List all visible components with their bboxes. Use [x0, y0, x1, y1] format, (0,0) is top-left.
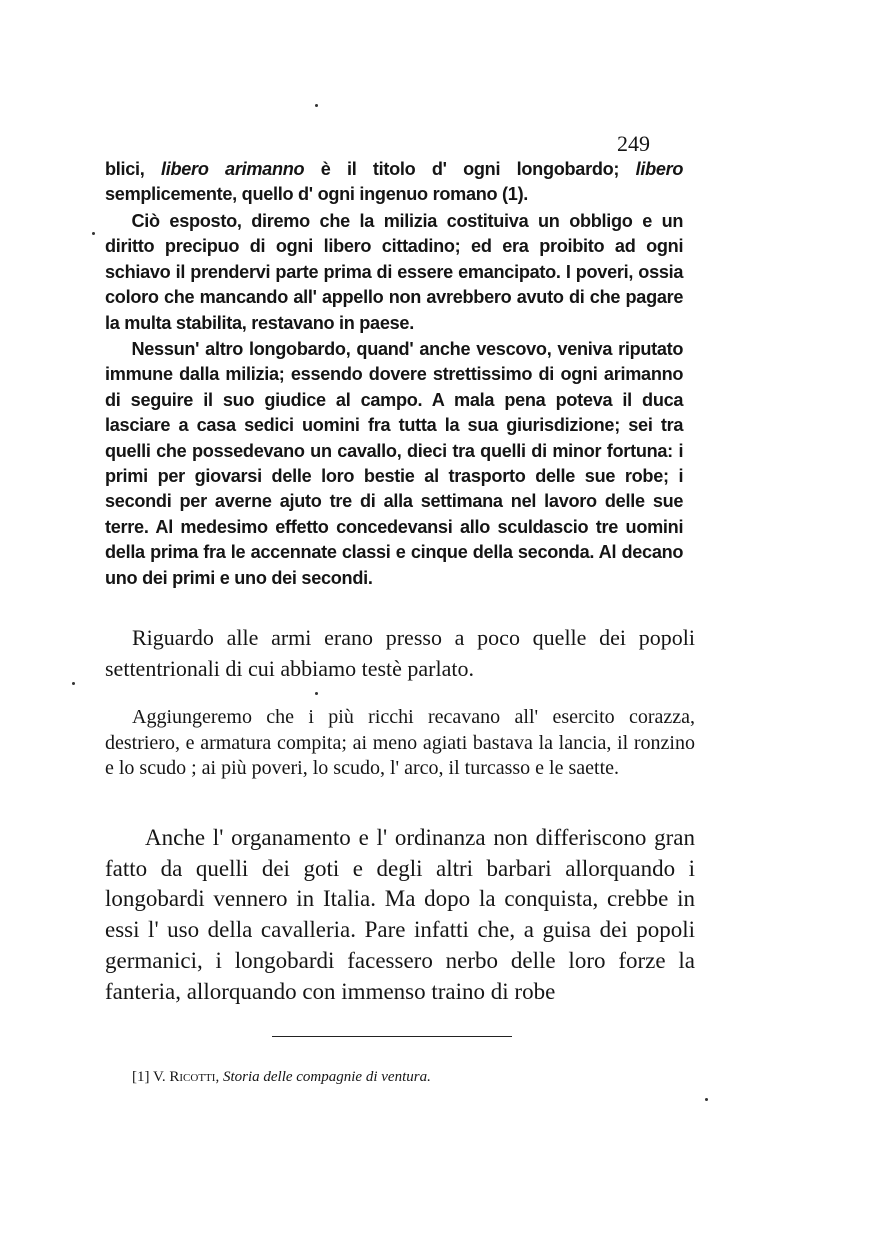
p1-lead: blici, — [105, 158, 145, 179]
p1-italic-2: libero — [635, 158, 684, 179]
scan-speck — [315, 692, 318, 695]
paragraph-2: Ciò esposto, diremo che la milizia costituiva un obbligo e un diritto precipuo di ogni libero cittadino; ed era proibito ad ogni schiavo il prendervi parte prima di essere emancipato. I poveri, ossia coloro che mancando all' appello non avrebbero avuto di che pagare la multa stabilita, restavano in paese. — [105, 210, 684, 333]
paragraph-4: Riguardo alle armi erano presso a poco quelle dei popoli settentrionali di cui abbiamo testè parlato. — [105, 625, 695, 681]
scan-speck — [92, 232, 95, 235]
scan-speck — [705, 1098, 708, 1101]
scan-speck — [72, 682, 75, 685]
footnote-divider — [272, 1036, 512, 1037]
footnote-prefix: V. — [152, 1069, 166, 1085]
p1-mid: è il titolo d' ogni longobardo; — [320, 158, 620, 179]
footnote — [132, 1069, 431, 1086]
paragraph-6: Anche l' organamento e l' ordinanza non differiscono gran fatto da quelli dei goti e degli altri barbari allorquando i longobardi vennero in Italia. Ma dopo la conquista, crebbe in essi l' uso della cavalleria. Pare infatti che, a guisa dei popoli germanici, i longobardi facessero nerbo delle loro forze la fanteria, allorquando con immenso traino di robe — [105, 825, 695, 1004]
paragraph-3: Nessun' altro longobardo, quand' anche vescovo, veniva riputato immune dalla milizia; essendo dovere strettissimo di ogni arimanno di seguire il suo giudice al campo. A mala pena poteva il duca lasciare a casa sedici uomini fra tutta la sua giurisdizione; sei tra quelli che possedevano un cavallo, dieci tra quelli di minor fortuna: i primi per giovarsi delle loro bestie al trasporto delle sue robe; i secondi per averne ajuto tre di alla settimana nel lavoro delle sue terre. Al medesimo effetto concedevansi allo sculdascio tre uomini della prima fra le accennate classi e cinque della seconda. Al decano uno dei primi e uno dei secondi. — [105, 338, 684, 588]
scan-speck — [315, 104, 318, 107]
paragraph-1 — [105, 156, 683, 207]
p1-tail: semplicemente, quello d' ogni ingenuo romano (1). — [105, 183, 529, 205]
footnote-author: Ricotti, — [169, 1069, 220, 1085]
footnote-title: Storia delle compagnie di ventura. — [222, 1069, 431, 1085]
footnote-mark: [1] — [132, 1069, 150, 1085]
paragraph-5: Aggiungeremo che i più ricchi recavano all' esercito corazza, destriero, e armatura compita; ai meno agiati bastava la lancia, il ronzino e lo scudo ; ai più poveri, lo scudo, l' arco, il turcasso e le saette. — [105, 706, 695, 780]
p1-italic-1: libero arimanno — [160, 158, 305, 179]
page-number: 249 — [617, 131, 650, 156]
